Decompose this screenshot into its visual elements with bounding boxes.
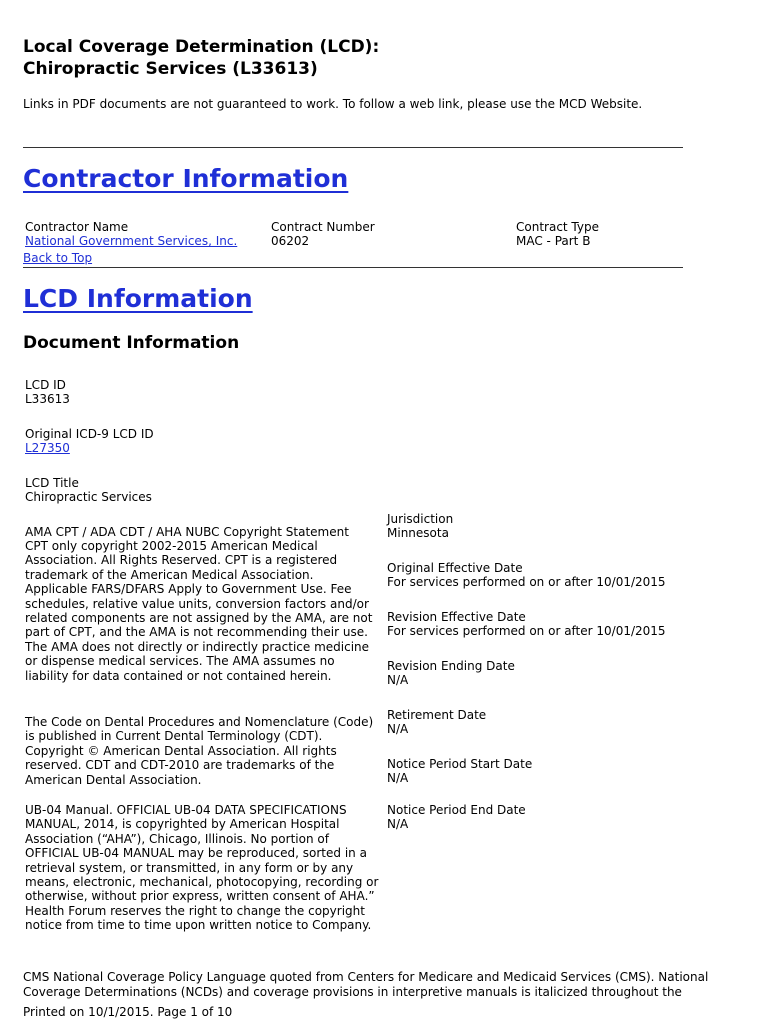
pdf-links-note: Links in PDF documents are not guaranteed to work. To follow a web link, please use the MCD Website. — [23, 97, 643, 111]
revision-ending-date-value: N/A — [387, 673, 409, 687]
jurisdiction-value: Minnesota — [387, 526, 449, 540]
retirement-date-label: Retirement Date — [387, 708, 487, 722]
copyright-statement-label: AMA CPT / ADA CDT / AHA NUBC Copyright Statement — [25, 525, 349, 539]
page-title — [23, 36, 743, 80]
document-info-heading: Document Information — [23, 333, 240, 353]
notice-period-start-label: Notice Period Start Date — [387, 757, 533, 771]
notice-period-end-label: Notice Period End Date — [387, 803, 526, 817]
contract-number-label: Contract Number — [271, 220, 375, 234]
notice-period-end-value: N/A — [387, 817, 409, 831]
divider — [23, 147, 683, 148]
printed-page-info: Printed on 10/1/2015. Page 1 of 10 — [23, 1005, 233, 1019]
ama-copyright-text: CPT only copyright 2002-2015 American Medical Association. All Rights Reserved. CPT is a registered trademark of the American Medical Association. Applicable FARS/DFARS Apply to Government Use. Fee schedules, relative value units, conversion factors and/or related components are not assigned by the AMA, are not part of CPT, and the AMA is not recommending their use. The AMA does not directly or indirectly practice medicine or dispense medical services. The AMA assumes no liability for data contained or not contained herein. — [25, 539, 373, 683]
title-line-1: Local Coverage Determination (LCD): — [23, 37, 380, 57]
contractor-name-label: Contractor Name — [25, 220, 129, 234]
cdt-copyright-text: The Code on Dental Procedures and Nomenclature (Code) is published in Current Dental Terminology (CDT). Copyright © American Dental Association. All rights reserved. CDT and CDT-2010 are trademarks of the American Dental Association. — [25, 715, 374, 787]
revision-effective-date-value: For services performed on or after 10/01/2015 — [387, 624, 666, 638]
back-to-top-link[interactable]: Back to Top — [23, 251, 93, 265]
lcd-id-value: L33613 — [25, 392, 70, 406]
revision-ending-date-label: Revision Ending Date — [387, 659, 515, 673]
contractor-name-link[interactable]: National Government Services, Inc. — [25, 234, 238, 248]
contract-type-label: Contract Type — [516, 220, 599, 234]
retirement-date-value: N/A — [387, 722, 409, 736]
original-icd9-link[interactable]: L27350 — [25, 441, 70, 455]
contractor-info-heading: Contractor Information — [23, 164, 349, 193]
cms-policy-text-line-1: CMS National Coverage Policy Language quoted from Centers for Medicare and Medicaid Services (CMS). National — [23, 970, 709, 984]
lcd-info-heading: LCD Information — [23, 284, 253, 313]
title-line-2: Chiropractic Services (L33613) — [23, 59, 318, 79]
ub04-copyright-text: UB-04 Manual. OFFICIAL UB-04 DATA SPECIFICATIONS MANUAL, 2014, is copyrighted by American Hospital Association (“AHA”), Chicago, Illinois. No portion of OFFICIAL UB-04 MANUAL may be reproduced, sorted in a retrieval system, or transmitted, in any form or by any means, electronic, mechanical, photocopying, recording or otherwise, without prior express, written consent of AHA.” Health Forum reserves the right to change the copyright notice from time to time upon written notice to Company. — [25, 803, 379, 933]
original-effective-date-value: For services performed on or after 10/01/2015 — [387, 575, 666, 589]
notice-period-start-value: N/A — [387, 771, 409, 785]
cms-policy-text-line-2: Coverage Determinations (NCDs) and coverage provisions in interpretive manuals is italicized throughout the — [23, 985, 682, 999]
contract-type-value: MAC - Part B — [516, 234, 591, 248]
lcd-title-label: LCD Title — [25, 476, 79, 490]
lcd-id-label: LCD ID — [25, 378, 66, 392]
revision-effective-date-label: Revision Effective Date — [387, 610, 526, 624]
jurisdiction-label: Jurisdiction — [387, 512, 454, 526]
lcd-title-value: Chiropractic Services — [25, 490, 152, 504]
divider — [23, 267, 683, 268]
contract-number-value: 06202 — [271, 234, 310, 248]
original-icd9-label: Original ICD-9 LCD ID — [25, 427, 154, 441]
original-effective-date-label: Original Effective Date — [387, 561, 523, 575]
